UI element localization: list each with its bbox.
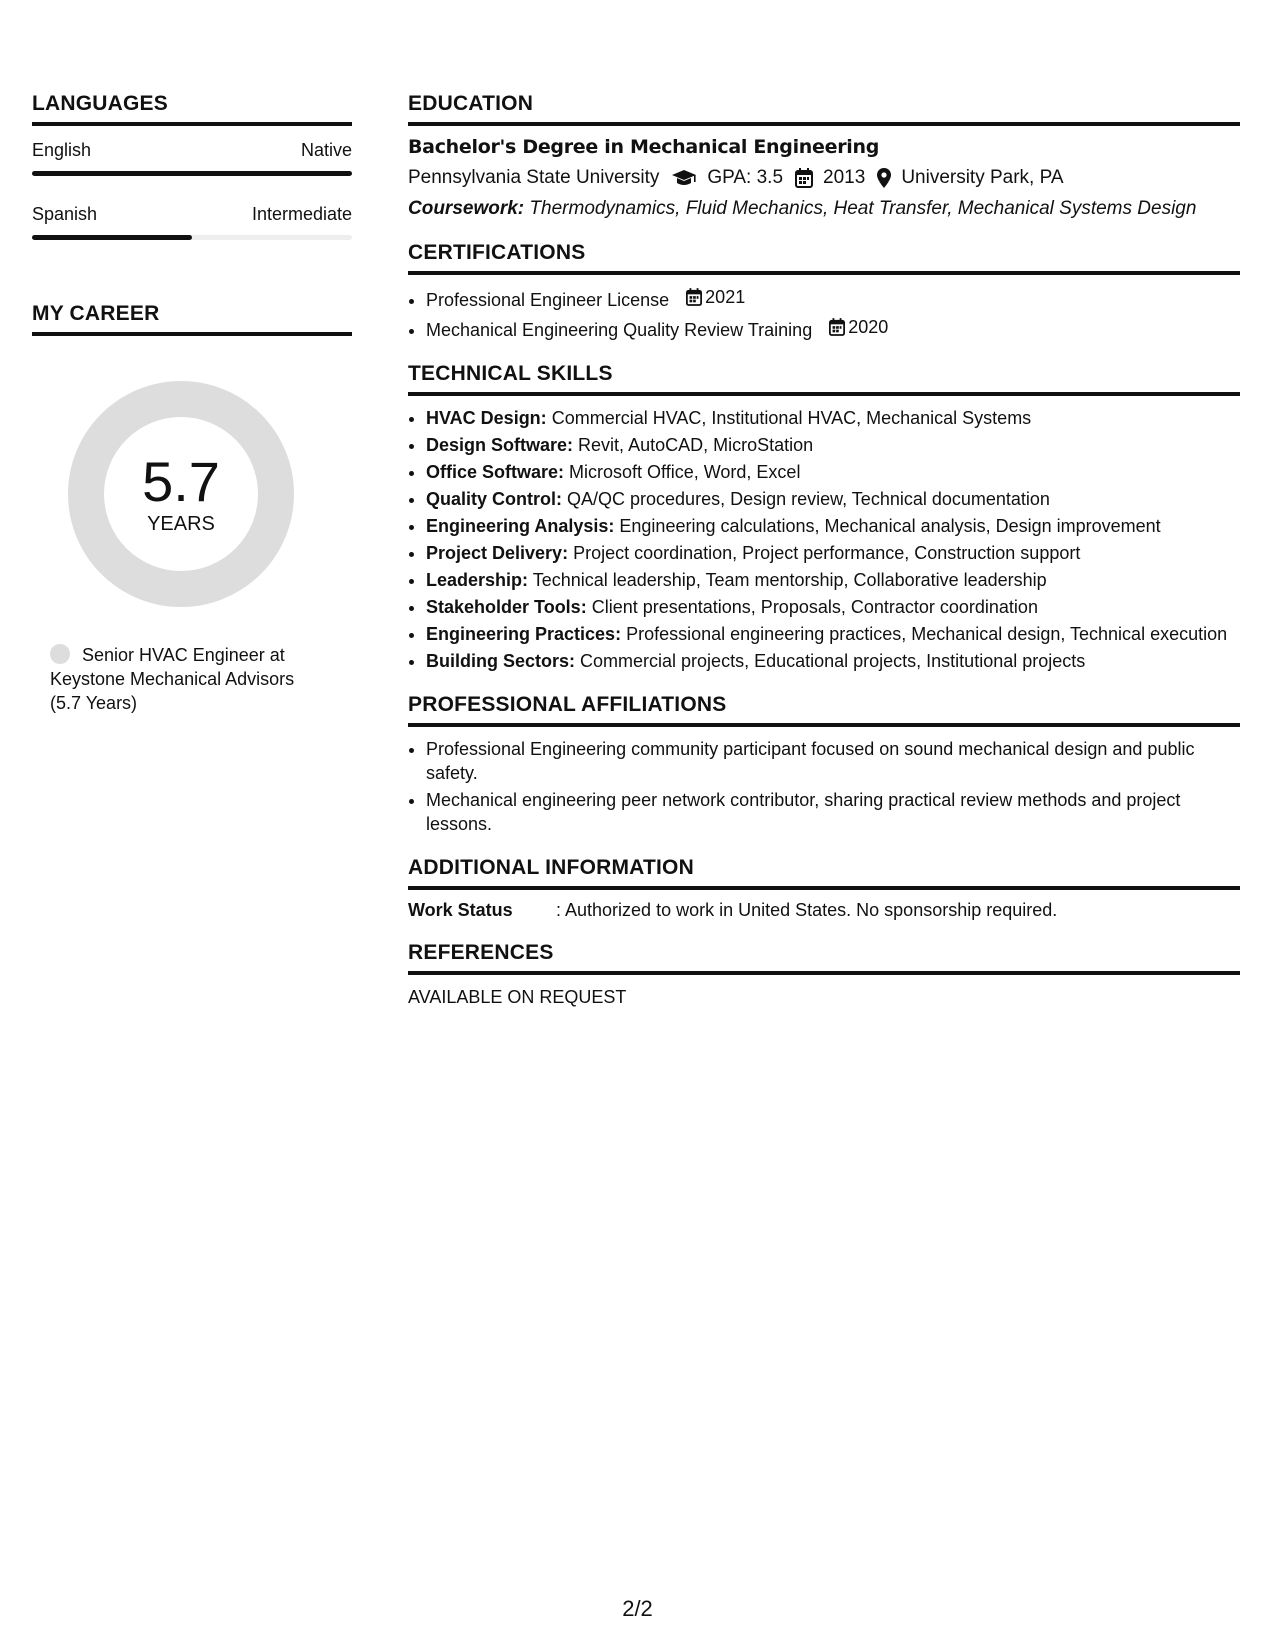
list-item [426, 406, 1240, 430]
list-item [426, 315, 1240, 342]
list-item [426, 568, 1240, 592]
location-pin-icon [877, 168, 891, 188]
certification-name: Professional Engineer License [426, 290, 670, 310]
skill-label: Stakeholder Tools: [426, 597, 587, 617]
language-proficiency-bar [32, 171, 352, 176]
education-heading: EDUCATION [408, 92, 1240, 126]
skills-heading: TECHNICAL SKILLS [408, 362, 1240, 396]
list-item [426, 433, 1240, 457]
additional-info-section [408, 856, 1240, 921]
education-section [408, 92, 1240, 221]
list-item [426, 649, 1240, 673]
school-location: University Park, PA [901, 167, 1064, 188]
language-item [32, 140, 352, 176]
language-item [32, 204, 352, 240]
skill-text: Project coordination, Project performance, Construction support [573, 543, 1081, 563]
career-years-donut [66, 379, 296, 609]
certification-year: 2021 [705, 287, 746, 307]
references-heading: REFERENCES [408, 941, 1240, 975]
left-column [32, 92, 352, 715]
skill-text: Professional engineering practices, Mechanical design, Technical execution [626, 624, 1228, 644]
skill-label: Leadership: [426, 570, 529, 590]
language-level: Native [300, 140, 352, 160]
language-proficiency-fill [32, 235, 192, 240]
career-dot-icon [50, 644, 70, 664]
degree-title: Bachelor's Degree in Mechanical Engineering [408, 136, 880, 158]
page-number: 2/2 [622, 1596, 653, 1621]
list-item [426, 514, 1240, 538]
certification-name: Mechanical Engineering Quality Review Training [426, 320, 813, 340]
skills-section [408, 362, 1240, 673]
languages-heading: LANGUAGES [32, 92, 352, 126]
gpa: GPA: 3.5 [707, 167, 784, 188]
coursework-text: Thermodynamics, Fluid Mechanics, Heat Transfer, Mechanical Systems Design [529, 198, 1197, 219]
skill-text: Engineering calculations, Mechanical analysis, Design improvement [619, 516, 1161, 536]
list-item [426, 460, 1240, 484]
list-item [426, 285, 1240, 312]
right-column [408, 92, 1240, 1028]
language-level: Intermediate [251, 204, 352, 224]
calendar-icon [795, 168, 813, 188]
affiliations-section [408, 693, 1240, 836]
list-item [426, 622, 1240, 646]
list-item: • Mechanical engineering peer network contributor, sharing practical review methods and project lessons. [426, 788, 1240, 836]
coursework-label: Coursework: [408, 198, 525, 219]
list-item [426, 487, 1240, 511]
skill-text: Microsoft Office, Word, Excel [569, 462, 801, 482]
graduation-cap-icon [671, 169, 697, 187]
work-status-label: Work Status [408, 900, 513, 920]
skill-label: Design Software: [426, 435, 574, 455]
career-years-label: YEARS [147, 512, 215, 535]
skill-text: Commercial projects, Educational projects, Institutional projects [580, 651, 1086, 671]
list-item: • Professional Engineering community participant focused on sound mechanical design and public safety. [426, 737, 1240, 785]
skill-text: Revit, AutoCAD, MicroStation [578, 435, 814, 455]
language-name: Spanish [32, 204, 98, 224]
list-item [426, 595, 1240, 619]
language-name: English [32, 140, 92, 160]
skill-label: Office Software: [426, 462, 565, 482]
affiliations-heading: PROFESSIONAL AFFILIATIONS [408, 693, 1240, 727]
career-years-value: 5.7 [142, 449, 220, 513]
skill-label: Quality Control: [426, 489, 562, 509]
career-entry [50, 643, 330, 715]
school-name: Pennsylvania State University [408, 167, 660, 188]
career-heading: MY CAREER [32, 302, 352, 336]
list-item [426, 541, 1240, 565]
coursework [408, 197, 1240, 221]
skill-text: Commercial HVAC, Institutional HVAC, Mechanical Systems [551, 408, 1032, 428]
calendar-icon [829, 318, 845, 336]
certifications-section [408, 241, 1240, 342]
career-entry-text: Senior HVAC Engineer at Keystone Mechanical Advisors (5.7 Years) [50, 645, 295, 713]
education-meta [408, 167, 1240, 189]
certifications-heading: CERTIFICATIONS [408, 241, 1240, 275]
references-section [408, 941, 1240, 1008]
skill-label: Building Sectors: [426, 651, 576, 671]
skill-label: Engineering Analysis: [426, 516, 615, 536]
skill-text: Technical leadership, Team mentorship, Collaborative leadership [532, 570, 1047, 590]
skill-text: Client presentations, Proposals, Contractor coordination [591, 597, 1038, 617]
references-text: AVAILABLE ON REQUEST [408, 987, 627, 1007]
skill-label: Engineering Practices: [426, 624, 622, 644]
graduation-year: 2013 [823, 167, 866, 188]
skill-text: QA/QC procedures, Design review, Technical documentation [567, 489, 1050, 509]
certification-year: 2020 [848, 317, 889, 337]
calendar-icon [686, 288, 702, 306]
language-proficiency-bar [32, 235, 352, 240]
additional-info-heading: ADDITIONAL INFORMATION [408, 856, 1240, 890]
skill-label: HVAC Design: [426, 408, 547, 428]
skill-label: Project Delivery: [426, 543, 569, 563]
work-status-value: : Authorized to work in United States. No sponsorship required. [556, 900, 1058, 920]
language-proficiency-fill [32, 171, 352, 176]
